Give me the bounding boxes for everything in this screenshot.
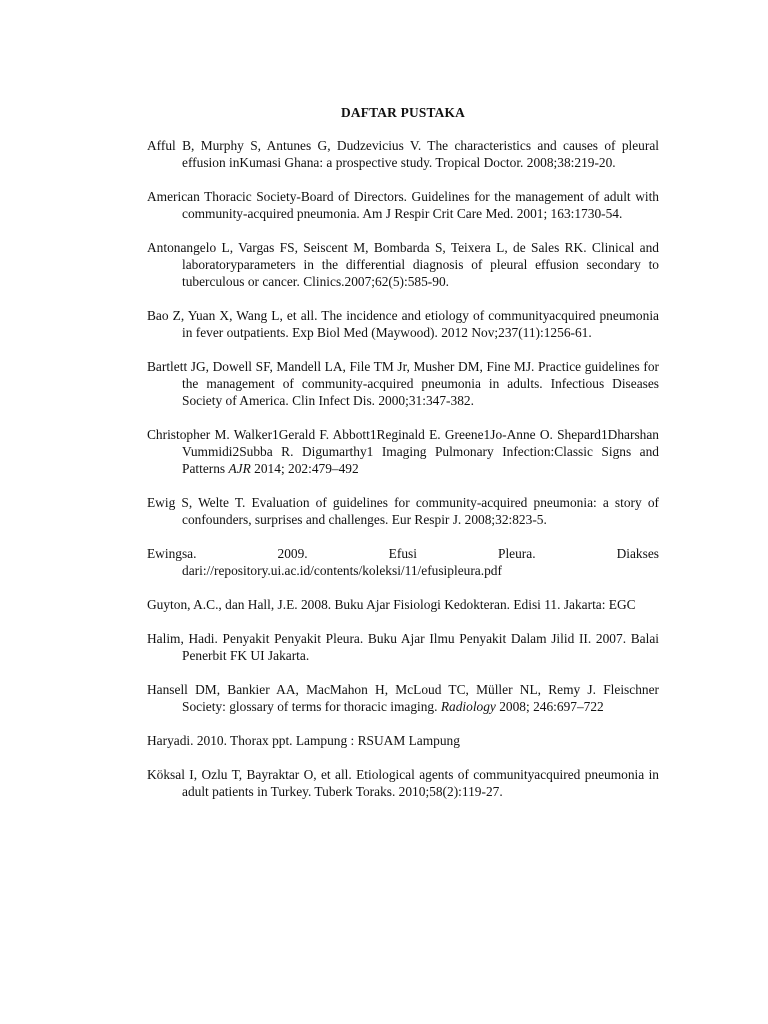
reference-text: Christopher M. Walker1Gerald F. Abbott1Reginald E. Greene1Jo-Anne O. Shepard1Dharshan Vummidi2Subba R. Digumarthy1 Imaging Pulmonary Infection:Classic Signs and Patterns — [147, 427, 659, 476]
reference-item — [147, 766, 659, 800]
reference-citation: 2014; 202:479–492 — [250, 461, 359, 476]
reference-item — [147, 732, 659, 749]
reference-item — [147, 239, 659, 290]
reference-item — [147, 494, 659, 528]
reference-text: Köksal I, Ozlu T, Bayraktar O, et all. Etiological agents of communityacquired pneumonia in adult patients in Turkey. Tuberk Toraks. 2010;58(2):119-27. — [147, 767, 659, 799]
reference-text: Ewig S, Welte T. Evaluation of guidelines for community-acquired pneumonia: a story of confounders, surprises and challenges. Eur Respir J. 2008;32:823-5. — [147, 495, 659, 527]
reference-item — [147, 596, 659, 613]
document-page — [147, 104, 659, 817]
journal-name: Radiology — [440, 699, 496, 714]
reference-text: American Thoracic Society-Board of Directors. Guidelines for the management of adult with community-acquired pneumonia. Am J Respir Crit Care Med. 2001; 163:1730-54. — [147, 189, 659, 221]
reference-list — [147, 137, 659, 800]
reference-text: Bartlett JG, Dowell SF, Mandell LA, File TM Jr, Musher DM, Fine MJ. Practice guidelines for the management of community-acquired pneumonia in adults. Infectious Diseases Society of America. Clin Infect Dis. 2000;31:347-382. — [147, 359, 659, 408]
reference-item — [147, 681, 659, 715]
reference-text: Afful B, Murphy S, Antunes G, Dudzevicius V. The characteristics and causes of pleural effusion inKumasi Ghana: a prospective study. Tropical Doctor. 2008;38:219-20. — [147, 138, 659, 170]
reference-item — [147, 426, 659, 477]
reference-text: Antonangelo L, Vargas FS, Seiscent M, Bombarda S, Teixera L, de Sales RK. Clinical and laboratoryparameters in the differential diagnosis of pleural effusion secondary to tuberculous or cancer. Clinics.2007;62(5):585-90. — [147, 240, 659, 289]
reference-item — [147, 137, 659, 171]
reference-item — [147, 307, 659, 341]
reference-citation: 2008; 246:697–722 — [495, 699, 604, 714]
reference-item — [147, 630, 659, 664]
page-title: DAFTAR PUSTAKA — [341, 105, 465, 120]
reference-item — [147, 358, 659, 409]
reference-text: Ewingsa. 2009. Efusi Pleura. Diakses dari://repository.ui.ac.id/contents/koleksi/11/efusipleura.pdf — [147, 546, 659, 578]
journal-name: AJR — [228, 461, 251, 476]
reference-text: Hansell DM, Bankier AA, MacMahon H, McLoud TC, Müller NL, Remy J. Fleischner Society: glossary of terms for thoracic imaging. — [147, 682, 659, 714]
reference-text: Haryadi. 2010. Thorax ppt. Lampung : RSUAM Lampung — [147, 733, 460, 748]
reference-item — [147, 545, 659, 579]
reference-item — [147, 188, 659, 222]
reference-text: Halim, Hadi. Penyakit Penyakit Pleura. Buku Ajar Ilmu Penyakit Dalam Jilid II. 2007. Balai Penerbit FK UI Jakarta. — [147, 631, 659, 663]
reference-text: Guyton, A.C., dan Hall, J.E. 2008. Buku Ajar Fisiologi Kedokteran. Edisi 11. Jakarta: EGC — [147, 597, 636, 612]
reference-text: Bao Z, Yuan X, Wang L, et all. The incidence and etiology of communityacquired pneumonia in fever outpatients. Exp Biol Med (Maywood). 2012 Nov;237(11):1256-61. — [147, 308, 659, 340]
